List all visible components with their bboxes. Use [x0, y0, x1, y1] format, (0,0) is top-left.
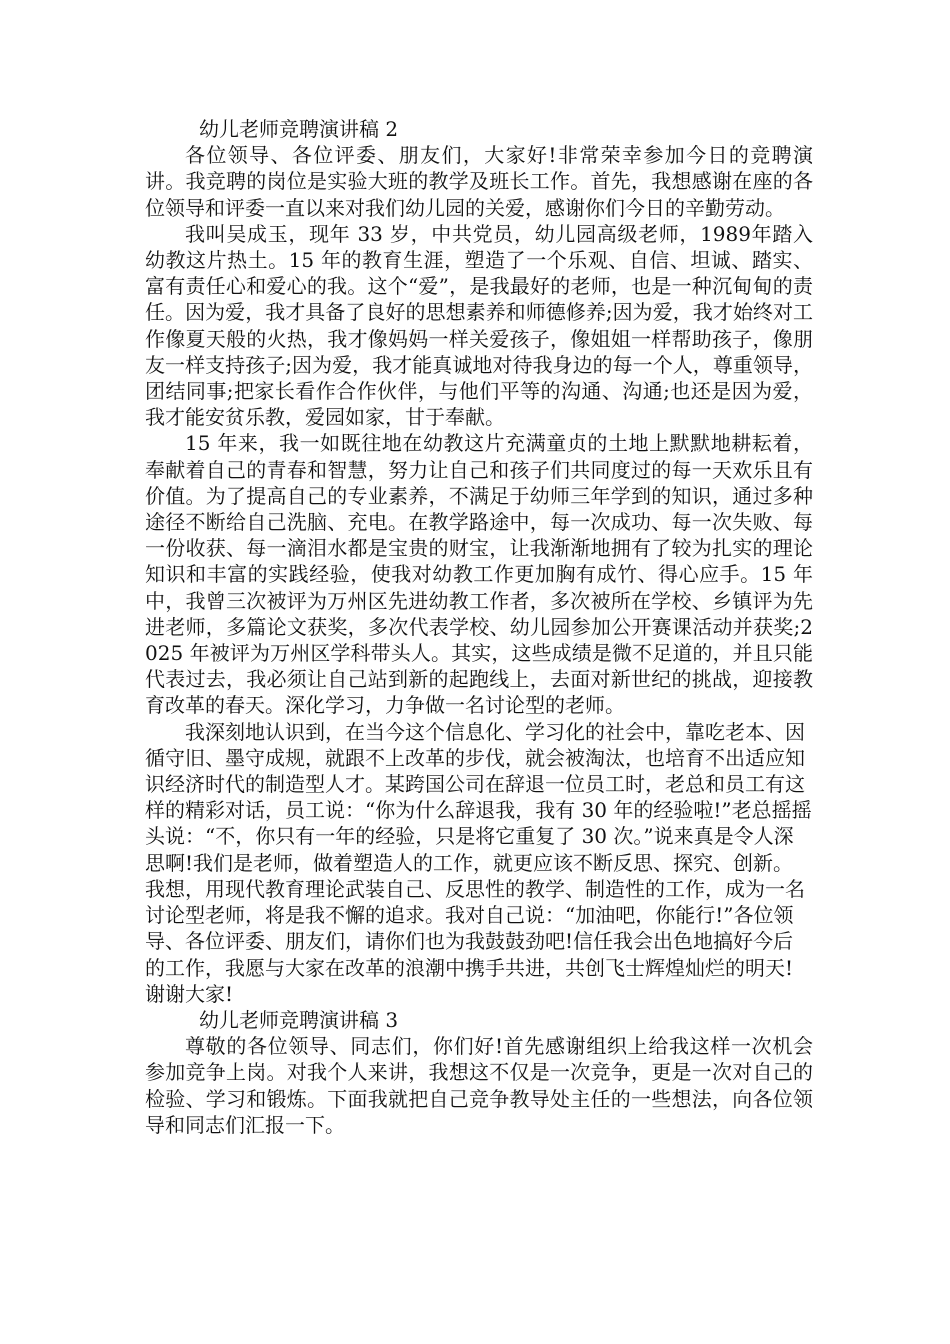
paragraph-greeting: 各位领导、各位评委、朋友们，大家好!非常荣幸参加今日的竞聘演讲。我竞聘的岗位是实验大班的教学及班长工作。首先，我想感谢在座的各位领导和评委一直以来对我们幼儿园的关爱，感谢你们今日的辛勤劳动。: [145, 143, 813, 220]
paragraph-achievements: 15 年来，我一如既往地在幼教这片充满童贞的土地上默默地耕耘着，奉献着自己的青春和智慧，努力让自己和孩子们共同度过的每一天欢乐且有价值。为了提高自己的专业素养，不满足于幼师三年学到的知识，通过多种途径不断给自己洗脑、充电。在教学路途中，每一次成功、每一次失败、每一份收获、每一滴泪水都是宝贵的财宝，让我渐渐地拥有了较为扎实的理论知识和丰富的实践经验，使我对幼教工作更加胸有成竹、得心应手。15 年中，我曾三次被评为万州区先进幼教工作者，多次被所在学校、乡镇评为先进老师，多篇论文获奖，多次代表学校、幼儿园参加公开赛课活动并获奖;2025 年被评为万州区学科带头人。其实，这些成绩是微不足道的，并且只能代表过去，我必须让自己站到新的起跑线上，去面对新世纪的挑战，迎接教育改革的春天。深化学习，力争做一名讨论型的老师。: [145, 431, 813, 718]
section-heading-3: 幼儿老师竞聘演讲稿 3: [199, 1007, 399, 1032]
paragraph-opening: 尊敬的各位领导、同志们，你们好!首先感谢组织上给我这样一次机会参加竞争上岗。对我个人来讲，我想这不仅是一次竞争，更是一次对自己的检验、学习和锻炼。下面我就把自己竞争教导处主任的一些想法，向各位领导和同志们汇报一下。: [145, 1034, 813, 1137]
document-body: [145, 116, 813, 1138]
paragraph-self-introduction: 我叫吴成玉，现年 33 岁，中共党员，幼儿园高级老师，1989年踏入幼教这片热土。15 年的教育生涯，塑造了一个乐观、自信、坦诚、踏实、富有责任心和爱心的我。这个“爱”，是我最好的老师，也是一种沉甸甸的责任。因为爱，我才具备了良好的思想素养和师德修养;因为爱，我才始终对工作像夏天般的火热，我才像妈妈一样关爱孩子，像姐姐一样帮助孩子，像朋友一样支持孩子;因为爱，我才能真诚地对待我身边的每一个人，尊重领导，团结同事;把家长看作合作伙伴，与他们平等的沟通、沟通;也还是因为爱，我才能安贫乐教，爱园如家，甘于奉献。: [145, 221, 813, 430]
paragraph-reflection: 我深刻地认识到，在当今这个信息化、学习化的社会中，靠吃老本、因循守旧、墨守成规，就跟不上改革的步伐，就会被淘汰，也培育不出适应知识经济时代的制造型人才。某跨国公司在辞退一位员工时，老总和员工有这样的精彩对话，员工说：“你为什么辞退我，我有 30 年的经验啦!”老总摇摇头说：“不，你只有一年的经验，只是将它重复了 30 次。”说来真是令人深思啊!我们是老师，做着塑造人的工作，就更应该不断反思、探究、创新。我想，用现代教育理论武装自己、反思性的教学、制造性的工作，成为一名讨论型老师，将是我不懈的追求。我对自己说：“加油吧，你能行!”各位领导、各位评委、朋友们，请你们也为我鼓鼓劲吧!信任我会出色地搞好今后的工作，我愿与大家在改革的浪潮中携手共进，共创飞士辉煌灿烂的明天!谢谢大家!: [145, 719, 812, 1006]
section-heading-2: 幼儿老师竞聘演讲稿 2: [199, 117, 399, 141]
